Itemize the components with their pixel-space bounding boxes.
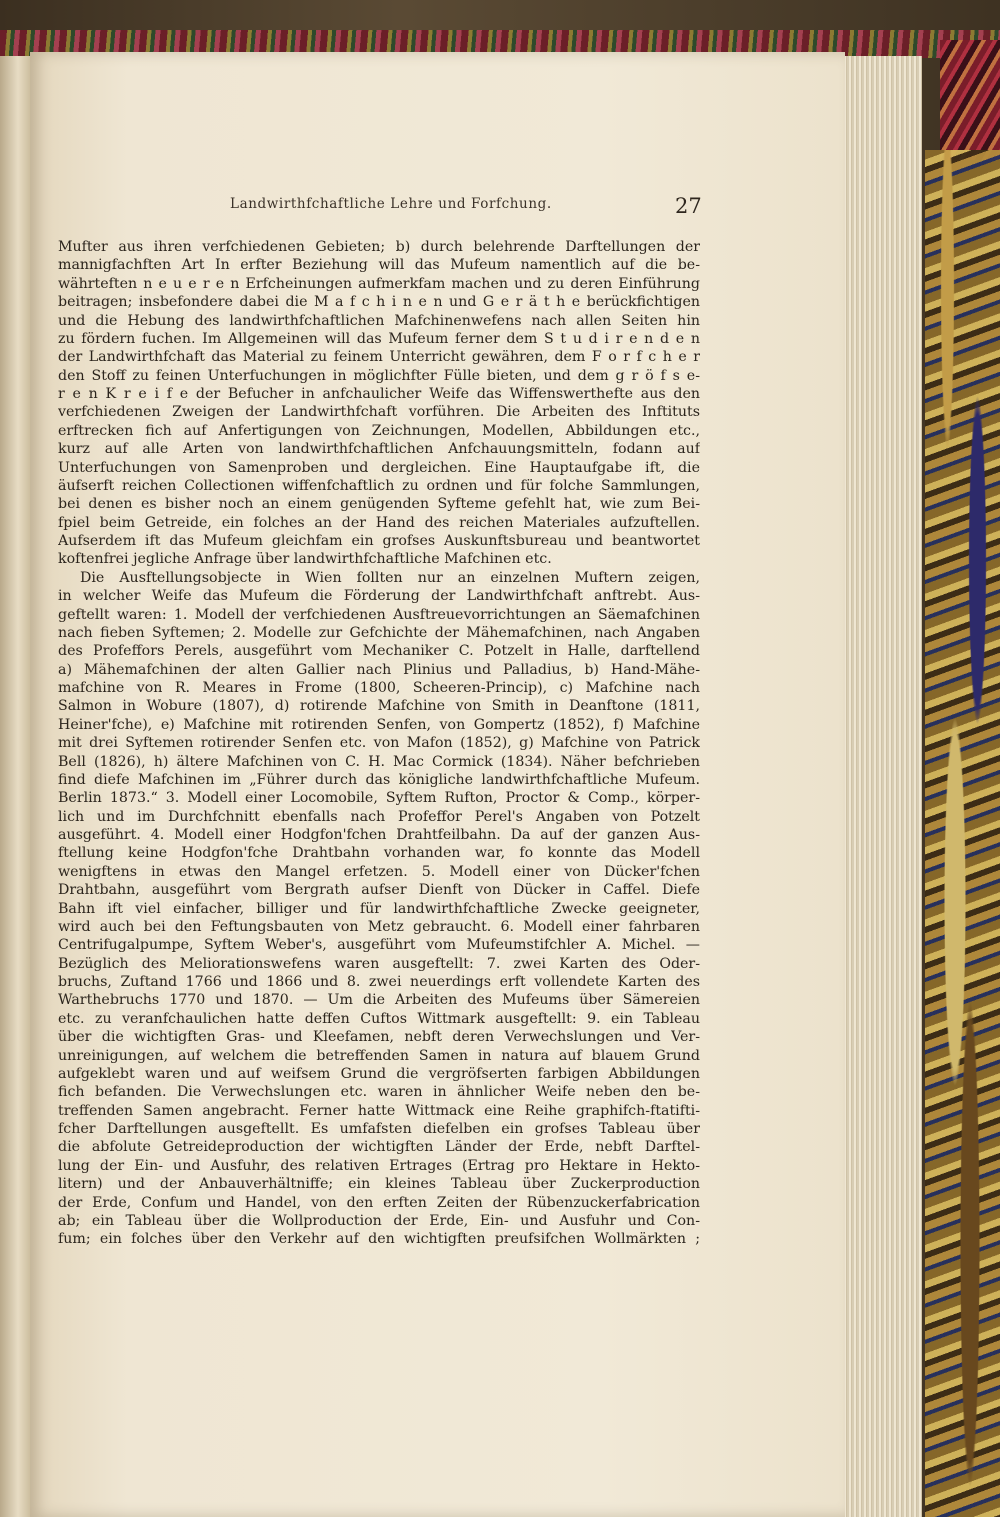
text-line: r e n K r e i f e der Befucher in anfchaulicher Weife das Wiffenswerthefte aus den <box>58 386 700 402</box>
text-line: unreinigungen, auf welchem die betreffenden Samen in natura auf blauem Grund <box>58 1047 700 1064</box>
text-line: die abfolute Getreideproduction der wichtigften Länder der Erde, nebft Darftel- <box>58 1139 700 1156</box>
facing-page-edge <box>0 56 30 1517</box>
text-line: äufserft reichen Collectionen wiffenfchaftlich zu ordnen und für folche Sammlungen, <box>58 477 700 494</box>
body-text <box>58 238 700 1249</box>
text-line: mit drei Syftemen rotirender Senfen etc. von Mafon (1852), g) Mafchine von Patrick <box>58 735 700 752</box>
text-line: Bahn ift viel einfacher, billiger und für landwirthfchaftliche Zwecke geeigneter, <box>58 900 700 917</box>
text-line: Bezüglich des Meliorationswefens waren ausgeftellt: 7. zwei Karten des Oder- <box>58 955 700 972</box>
text-line: mafchine von R. Meares in Frome (1800, Scheeren-Princip), c) Mafchine nach <box>58 680 700 696</box>
text-line: Centrifugalpumpe, Syftem Weber's, ausgeführt vom Mufeumstifchler A. Michel. — <box>58 937 700 954</box>
text-line: fich befanden. Die Verwechslungen etc. waren in ähnlicher Weife neben den be- <box>58 1084 700 1101</box>
text-line: fcher Darftellungen ausgeftellt. Es umfafsten diefelben ein grofses Tableau über <box>58 1121 700 1137</box>
text-line: Aufserdem ift das Mufeum gleichfam ein grofses Auskunftsbureau und beantwortet <box>58 533 700 549</box>
text-line: Unterfuchungen von Samenproben und dergleichen. Eine Hauptaufgabe ift, die <box>58 459 700 476</box>
text-line: in welcher Weife das Mufeum die Förderung der Landwirthfchaft anftrebt. Aus- <box>58 588 700 605</box>
text-line: fpiel beim Getreide, ein folches an der Hand des reichen Materiales aufzuftellen. <box>58 514 700 531</box>
text-line: ftellung keine Hodgfon'fche Drahtbahn vorhanden war, fo konnte das Modell <box>58 845 700 862</box>
text-line: lung der Ein- und Ausfuhr, des relativen Ertrages (Ertrag pro Hektare in Hekto- <box>58 1157 700 1174</box>
text-line: ab; ein Tableau über die Wollproduction der Erde, Ein- und Ausfuhr und Con- <box>58 1212 700 1229</box>
text-line: nach fieben Syftemen; 2. Modelle zur Gefchichte der Mähemafchinen, nach Angaben <box>58 624 700 641</box>
text-line: Mufter aus ihren verfchiedenen Gebieten; b) durch belehrende Darftellungen der <box>58 239 700 255</box>
page-stack-edge <box>842 56 922 1517</box>
text-line: der Landwirthfchaft das Material zu feinem Unterricht gewähren, dem F o r f c h e r <box>58 349 700 366</box>
text-line: treffenden Samen angebracht. Ferner hatte Wittmack eine Reihe graphifch-ftatifti- <box>58 1102 700 1119</box>
text-line: Die Ausftellungsobjecte in Wien follten nur an einzelnen Muftern zeigen, <box>80 569 700 586</box>
text-line: Bell (1826), h) ältere Mafchinen von C. H. Mac Cormick (1834). Näher befchrieben <box>58 753 700 770</box>
text-line: der Erde, Confum und Handel, von den erften Zeiten der Rübenzuckerfabrication <box>58 1194 700 1211</box>
text-line: währteften n e u e r e n Erfcheinungen aufmerkfam machen und zu deren Einführung <box>58 275 700 292</box>
text-line: fum; ein folches über den Verkehr auf den wichtigften preufsifchen Wollmärkten ; <box>58 1231 700 1248</box>
text-line: verfchiedenen Zweigen der Landwirthfchaft vorführen. Die Arbeiten des Inftituts <box>58 404 700 421</box>
text-line: koftenfrei jegliche Anfrage über landwirthfchaftliche Mafchinen etc. <box>58 551 552 568</box>
text-line: Warthebruchs 1770 und 1870. — Um die Arbeiten des Mufeums über Sämereien <box>58 992 700 1009</box>
text-line: bei denen es bisher noch an einem genügenden Syfteme gefehlt hat, wie zum Bei- <box>58 496 700 513</box>
text-line: etc. zu veranfchaulichen hatte deffen Cuftos Wittmark ausgeftellt: 9. ein Tableau <box>58 1010 700 1027</box>
text-line: Drahtbahn, ausgeführt vom Bergrath aufser Dienft von Dücker in Caffel. Diefe <box>58 882 700 899</box>
text-line: den Stoff zu feinen Unterfuchungen in möglichfter Fülle bieten, und dem g r ö f s e- <box>58 367 700 384</box>
text-line: wird auch bei den Feftungsbauten von Metz gebraucht. 6. Modell einer fahrbaren <box>58 918 700 935</box>
text-line: a) Mähemafchinen der alten Gallier nach Plinius und Palladius, b) Hand-Mähe- <box>58 661 700 678</box>
marbled-corner <box>940 40 1000 160</box>
text-line: geftellt waren: 1. Modell der verfchiedenen Ausftreuevorrichtungen an Säemafchinen <box>58 606 700 623</box>
text-line: Berlin 1873.“ 3. Modell einer Locomobile, Syftem Rufton, Proctor & Comp., körper- <box>58 790 700 807</box>
text-line: litern) und der Anbauverhältniffe; ein kleines Tableau über Zuckerproduction <box>58 1176 700 1193</box>
text-line: find diefe Mafchinen im „Führer durch das königliche landwirthfchaftliche Mufeum. <box>58 771 700 788</box>
text-line: aufgeklebt waren und auf weifsem Grund die vergröfserten farbigen Abbildungen <box>58 1065 700 1082</box>
text-line: über die wichtigften Gras- und Kleefamen, nebft deren Verwechslungen und Ver- <box>58 1029 700 1046</box>
marbled-endpaper <box>925 150 1000 1517</box>
text-line: zu fördern fuchen. Im Allgemeinen will das Mufeum ferner dem S t u d i r e n d e n <box>58 330 700 347</box>
text-line: Salmon in Wobure (1807), d) rotirende Mafchine von Smith in Deanftone (1811, <box>58 698 700 715</box>
page-number: 27 <box>675 194 702 218</box>
text-line: erftrecken fich auf Anfertigungen von Zeichnungen, Modellen, Abbildungen etc., <box>58 422 700 439</box>
running-head: Landwirthfchaftliche Lehre und Forfchung. <box>230 196 552 212</box>
text-line: wenigftens in etwas den Mangel erfetzen. 5. Modell einer von Dücker'fchen <box>58 863 700 880</box>
text-line: ausgeführt. 4. Modell einer Hodgfon'fchen Drahtfeilbahn. Da auf der ganzen Aus- <box>58 827 700 843</box>
text-line: kurz auf alle Arten von landwirthfchaftlichen Anfchauungsmitteln, fodann auf <box>58 441 700 458</box>
text-line: mannigfachften Art In erfter Beziehung will das Mufeum namentlich auf die be- <box>58 257 700 274</box>
text-line: des Profeffors Perels, ausgeführt vom Mechaniker C. Potzelt in Halle, darftellend <box>58 643 700 660</box>
text-line: bruchs, Zuftand 1766 und 1866 und 8. zwei neuerdings erft vollendete Karten des <box>58 974 700 990</box>
text-line: Heiner'fche), e) Mafchine mit rotirenden Senfen, von Gompertz (1852), f) Mafchine <box>58 716 700 733</box>
text-line: und die Hebung des landwirthfchaftlichen Mafchinenwefens nach allen Seiten hin <box>58 312 700 329</box>
text-line: lich und im Durchfchnitt ebenfalls nach Profeffor Perel's Angaben von Potzelt <box>58 808 700 825</box>
text-line: beitragen; insbefondere dabei die M a f c h i n e n und G e r ä t h e berückfichtigen <box>58 294 700 311</box>
